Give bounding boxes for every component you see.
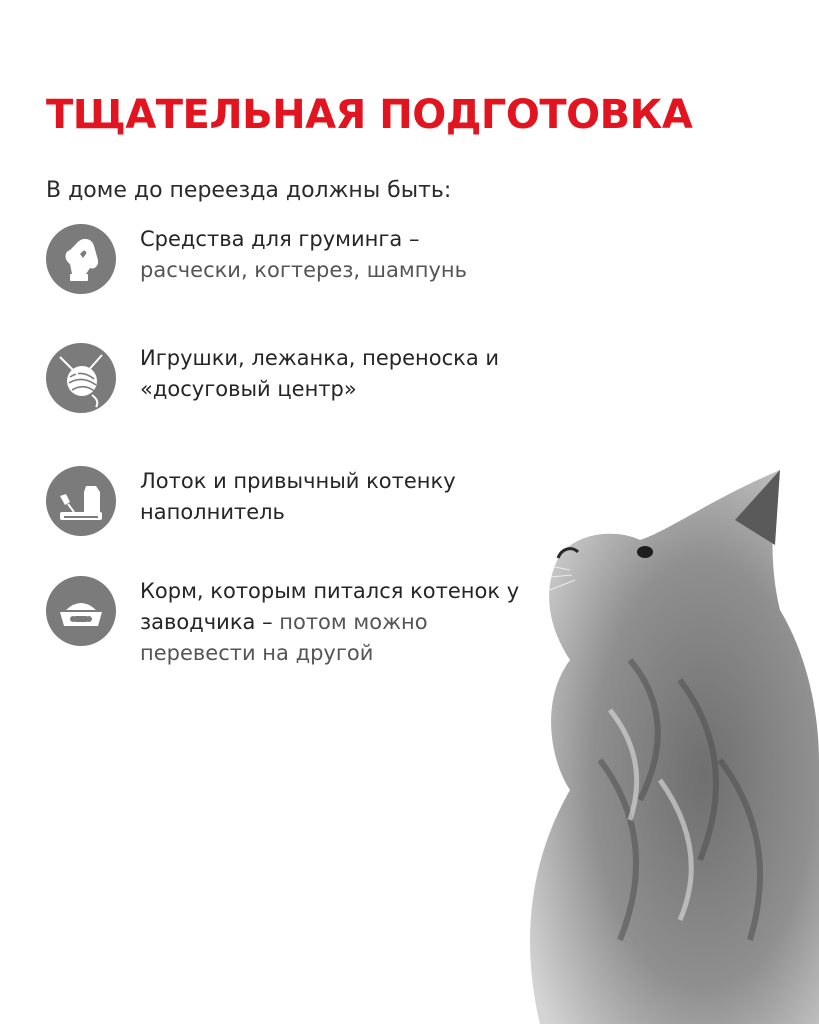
item-text-bold: Лоток и привычный котенку наполнитель [140,469,456,524]
grooming-mitt-icon [46,224,116,294]
item-text-light: расчески, когтерез, шампунь [140,258,467,282]
subtitle: В доме до переезда должны быть: [46,178,452,203]
item-text-bold: Средства для груминга – [140,227,420,251]
item-text-light: потом можно перевести на другой [140,610,428,665]
yarn-ball-icon [46,343,116,413]
item-text-bold: Игрушки, лежанка, переноска и «досуговый центр» [140,346,500,401]
litter-box-icon [46,466,116,536]
item-text-bold: Корм, которым питался котенок у заводчика – [140,579,520,634]
food-bowl-icon [46,576,116,646]
page-title: ТЩАТЕЛЬНАЯ ПОДГОТОВКА [46,92,693,138]
cat-photo [480,460,819,1024]
